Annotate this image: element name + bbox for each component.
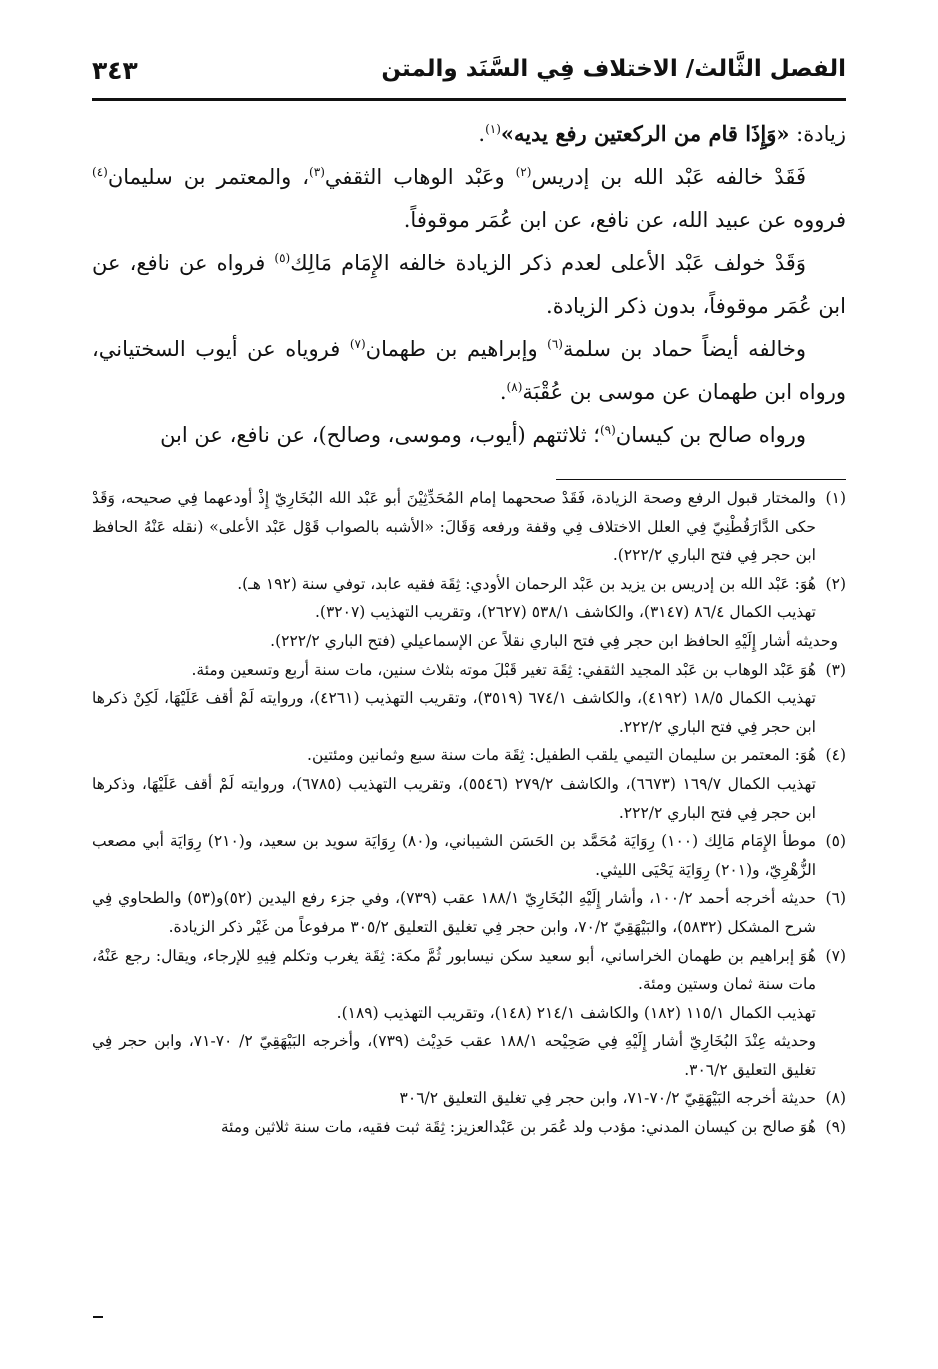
footnote (92, 942, 846, 1085)
text-run: ، والمعتمر بن سليمان (107, 165, 310, 189)
text-run: وخالفه أيضاً حماد بن سلمة (562, 337, 806, 361)
footnote-line: موطأ الإِمَام مَالِك (١٠٠) رِوَايَة مُحَمَّد بن الحَسَن الشيباني، و(٨٠) رِوَايَة سويد بن سعيد، و(٢١٠) رِوَايَة أبي مصعب الزُّهْرِيّ، و(٢٠١) رِوَايَة يَحْيَى الليثي. (92, 832, 816, 879)
text-run: فَقَدْ خالفه عَبْد الله بن إدريس (531, 165, 806, 189)
footnote-ref: (٦) (547, 337, 563, 351)
footnote (92, 570, 846, 656)
footnote-line: حديثة أخرجه البَيْهَقِيّ ٧٠/٢-٧١، وابن حجر فِي تغليق التعليق ٣٠٦/٢ (399, 1089, 816, 1108)
text-run: . (499, 380, 507, 404)
footnote-ref: (٩) (599, 423, 616, 437)
footnote (92, 656, 846, 742)
text-run: زيادة: (789, 122, 846, 146)
footnote (92, 1084, 846, 1113)
footnote-line: حديثه أخرجه أحمد ١٠٠/٢، وأشار إِلَيْهِ البُخَارِيّ ١٨٨/١ عقب (٧٣٩)، وفي جزء رفع اليدين (٥٢)و(٥٣) والطحاوي فِي شرح المشكل (٥٨٣٢)، والبَيْهَقِيّ ٧٠/٢، وابن حجر فِي تغليق التعليق ٣٠٥/٢ مرفوعاً من غَيْر ذكر الزيادة. (92, 889, 816, 936)
footnote-ref: (٧) (349, 337, 366, 351)
paragraph (92, 328, 846, 414)
text-run: فرووه عن عبيد الله، عن نافع، عن ابن عُمَر موقوفاً. (403, 208, 846, 232)
footnotes (92, 484, 846, 1142)
footnote-separator (556, 479, 846, 480)
text-run: فروياه عن أيوب السختياني، ورواه ابن طهمان عن موسى بن عُقْبَة (92, 337, 846, 404)
footnote-ref: (٥) (274, 251, 291, 265)
footnote-ref: (١) (485, 122, 501, 136)
text-run: ؛ ثلاثتهم (أيوب، وموسى، وصالح)، عن نافع، عن ابن (160, 423, 600, 447)
main-text (92, 112, 846, 457)
footnote (92, 484, 846, 570)
footnote-line: تهذيب الكمال ١١٥/١ (١٨٢) والكاشف ٢١٤/١ (١٤٨)، وتقريب التهذيب (١٨٩). (336, 1003, 816, 1022)
footnote (92, 827, 846, 884)
footnote-line: وحديثه أشار إِلَيْهِ الحافظ ابن حجر فِي فتح الباري نقلاً عن الإسماعيلي (فتح الباري ٢٢٢/٢). (270, 631, 838, 650)
footnote-number: (٥) (825, 832, 846, 851)
text-run: ورواه صالح بن كيسان (615, 423, 806, 447)
footnote (92, 1113, 846, 1142)
footnote-line: تهذيب الكمال ١٨/٥ (٤١٩٢)، والكاشف ٦٧٤/١ (٣٥١٩)، وتقريب التهذيب (٤٢٦١)، وروايته لَمْ أقف عَلَيْهَا، لَكِنْ ذكرها ابن حجر فِي فتح الباري ٢٢٢/٢. (92, 689, 816, 736)
paragraph (92, 414, 846, 457)
footnote-number: (٦) (825, 889, 846, 908)
footnote-number: (٩) (825, 1118, 846, 1137)
paragraph (92, 156, 846, 242)
footnote-number: (٤) (825, 746, 846, 765)
footnote-line: هُوَ إبراهيم بن طهمان الخراساني، أبو سعيد سكن نيسابور ثُمَّ مكة: ثِقَة يغرب وتكلم فِيهِ للإرجاء، ويقال: رجع عَنْهُ، مات سنة ثمان وستين ومئة. (92, 946, 816, 994)
text-run: . (478, 122, 486, 146)
footnote-ref: (٨) (506, 380, 523, 394)
continuation-mark (93, 1316, 103, 1318)
paragraph (92, 112, 846, 156)
text-run: فرواه عن نافع، عن ابن عُمَر موقوفاً، بدون ذكر الزيادة. (92, 251, 846, 318)
footnote-number: (٧) (825, 946, 846, 965)
quoted-addition: «وَإِذَا قام من الركعتين رفع يديه» (500, 121, 790, 146)
chapter-title: الفصل الثَّالث/ الاختلاف فِي السَّنَد والمتن (381, 56, 846, 82)
footnote-number: (١) (825, 489, 846, 507)
footnote-line: هُوَ: عَبْد الله بن إدريس بن يزيد بن عَبْد الرحمان الأودي: ثِقَة فقيه عابد، توفي سنة (١٩٢ هـ). (237, 574, 816, 593)
footnote-line: هُوَ عَبْد الوهاب بن عَبْد المجيد الثقفي: ثِقَة تغير قَبْلَ موته بثلاث سنين، مات سنة أربع وتسعين ومئة. (191, 660, 816, 679)
footnote-number: (٣) (825, 660, 846, 679)
footnote-ref: (٣) (309, 165, 325, 179)
footnote-line: والمختار قبول الرفع وصحة الزيادة، فَقَدْ صححهما إمام المُحَدِّثِيْنَ أبو عَبْد الله البُخَارِيّ إِذْ أودعهما فِي صحيحه، وَقَدْ حكى الدَّارَقُطْنِيّ فِي العلل الاختلاف فِي وقفة ورفعه وَقَالَ: «الأشبه بالصواب قَوْل عَبْد الأعلى» (نقله عَنْهُ الحافظ ابن حجر فِي فتح الباري ٢٢٢/٢). (92, 489, 816, 565)
footnote-ref: (٤) (92, 165, 108, 179)
footnote-number: (٨) (825, 1089, 846, 1108)
text-run: وإبراهيم بن طهمان (365, 337, 548, 361)
page-header (92, 52, 846, 101)
text-run: وعَبْد الوهاب الثقفي (324, 165, 516, 189)
footnote (92, 741, 846, 827)
footnote-ref: (٢) (515, 165, 532, 179)
paragraph (92, 242, 846, 328)
footnote-line: تهذيب الكمال ٨٦/٤ (٣١٤٧)، والكاشف ٥٣٨/١ (٢٦٢٧)، وتقريب التهذيب (٣٢٠٧). (314, 603, 816, 622)
page-number: ٣٤٣ (92, 56, 138, 85)
footnote (92, 884, 846, 941)
footnote-line: هُوَ: المعتمر بن سليمان التيمي يلقب الطفيل: ثِقَة مات سنة سبع وثمانين ومئتين. (307, 746, 816, 765)
footnote-number: (٢) (825, 574, 846, 593)
footnote-line: وحديثه عِنْدَ البُخَارِيّ أشار إِلَيْهِ فِي صَحِيْحه ١٨٨/١ عقب حَدِيْث (٧٣٩)، وأخرجه البَيْهَقِيّ ٢/ ٧٠-٧١، وابن حجر فِي تغليق التعليق ٣٠٦/٢. (92, 1032, 817, 1079)
footnote-line: هُوَ صالح بن كيسان المدني: مؤدب ولد عُمَر بن عَبْدالعزيز: ثِقَة ثبت فقيه، مات سنة ثلاثين ومئة (220, 1118, 816, 1137)
text-run: وَقَدْ خولف عَبْد الأعلى لعدم ذكر الزيادة خالفه الإِمَام مَالِك (290, 251, 806, 275)
footnote-line: تهذيب الكمال ١٦٩/٧ (٦٦٧٣)، والكاشف ٢٧٩/٢ (٥٥٤٦)، وتقريب التهذيب (٦٧٨٥)، وروايته لَمْ أقف عَلَيْهَا، وذكرها ابن حجر فِي فتح الباري ٢٢٢/٢. (92, 774, 816, 822)
